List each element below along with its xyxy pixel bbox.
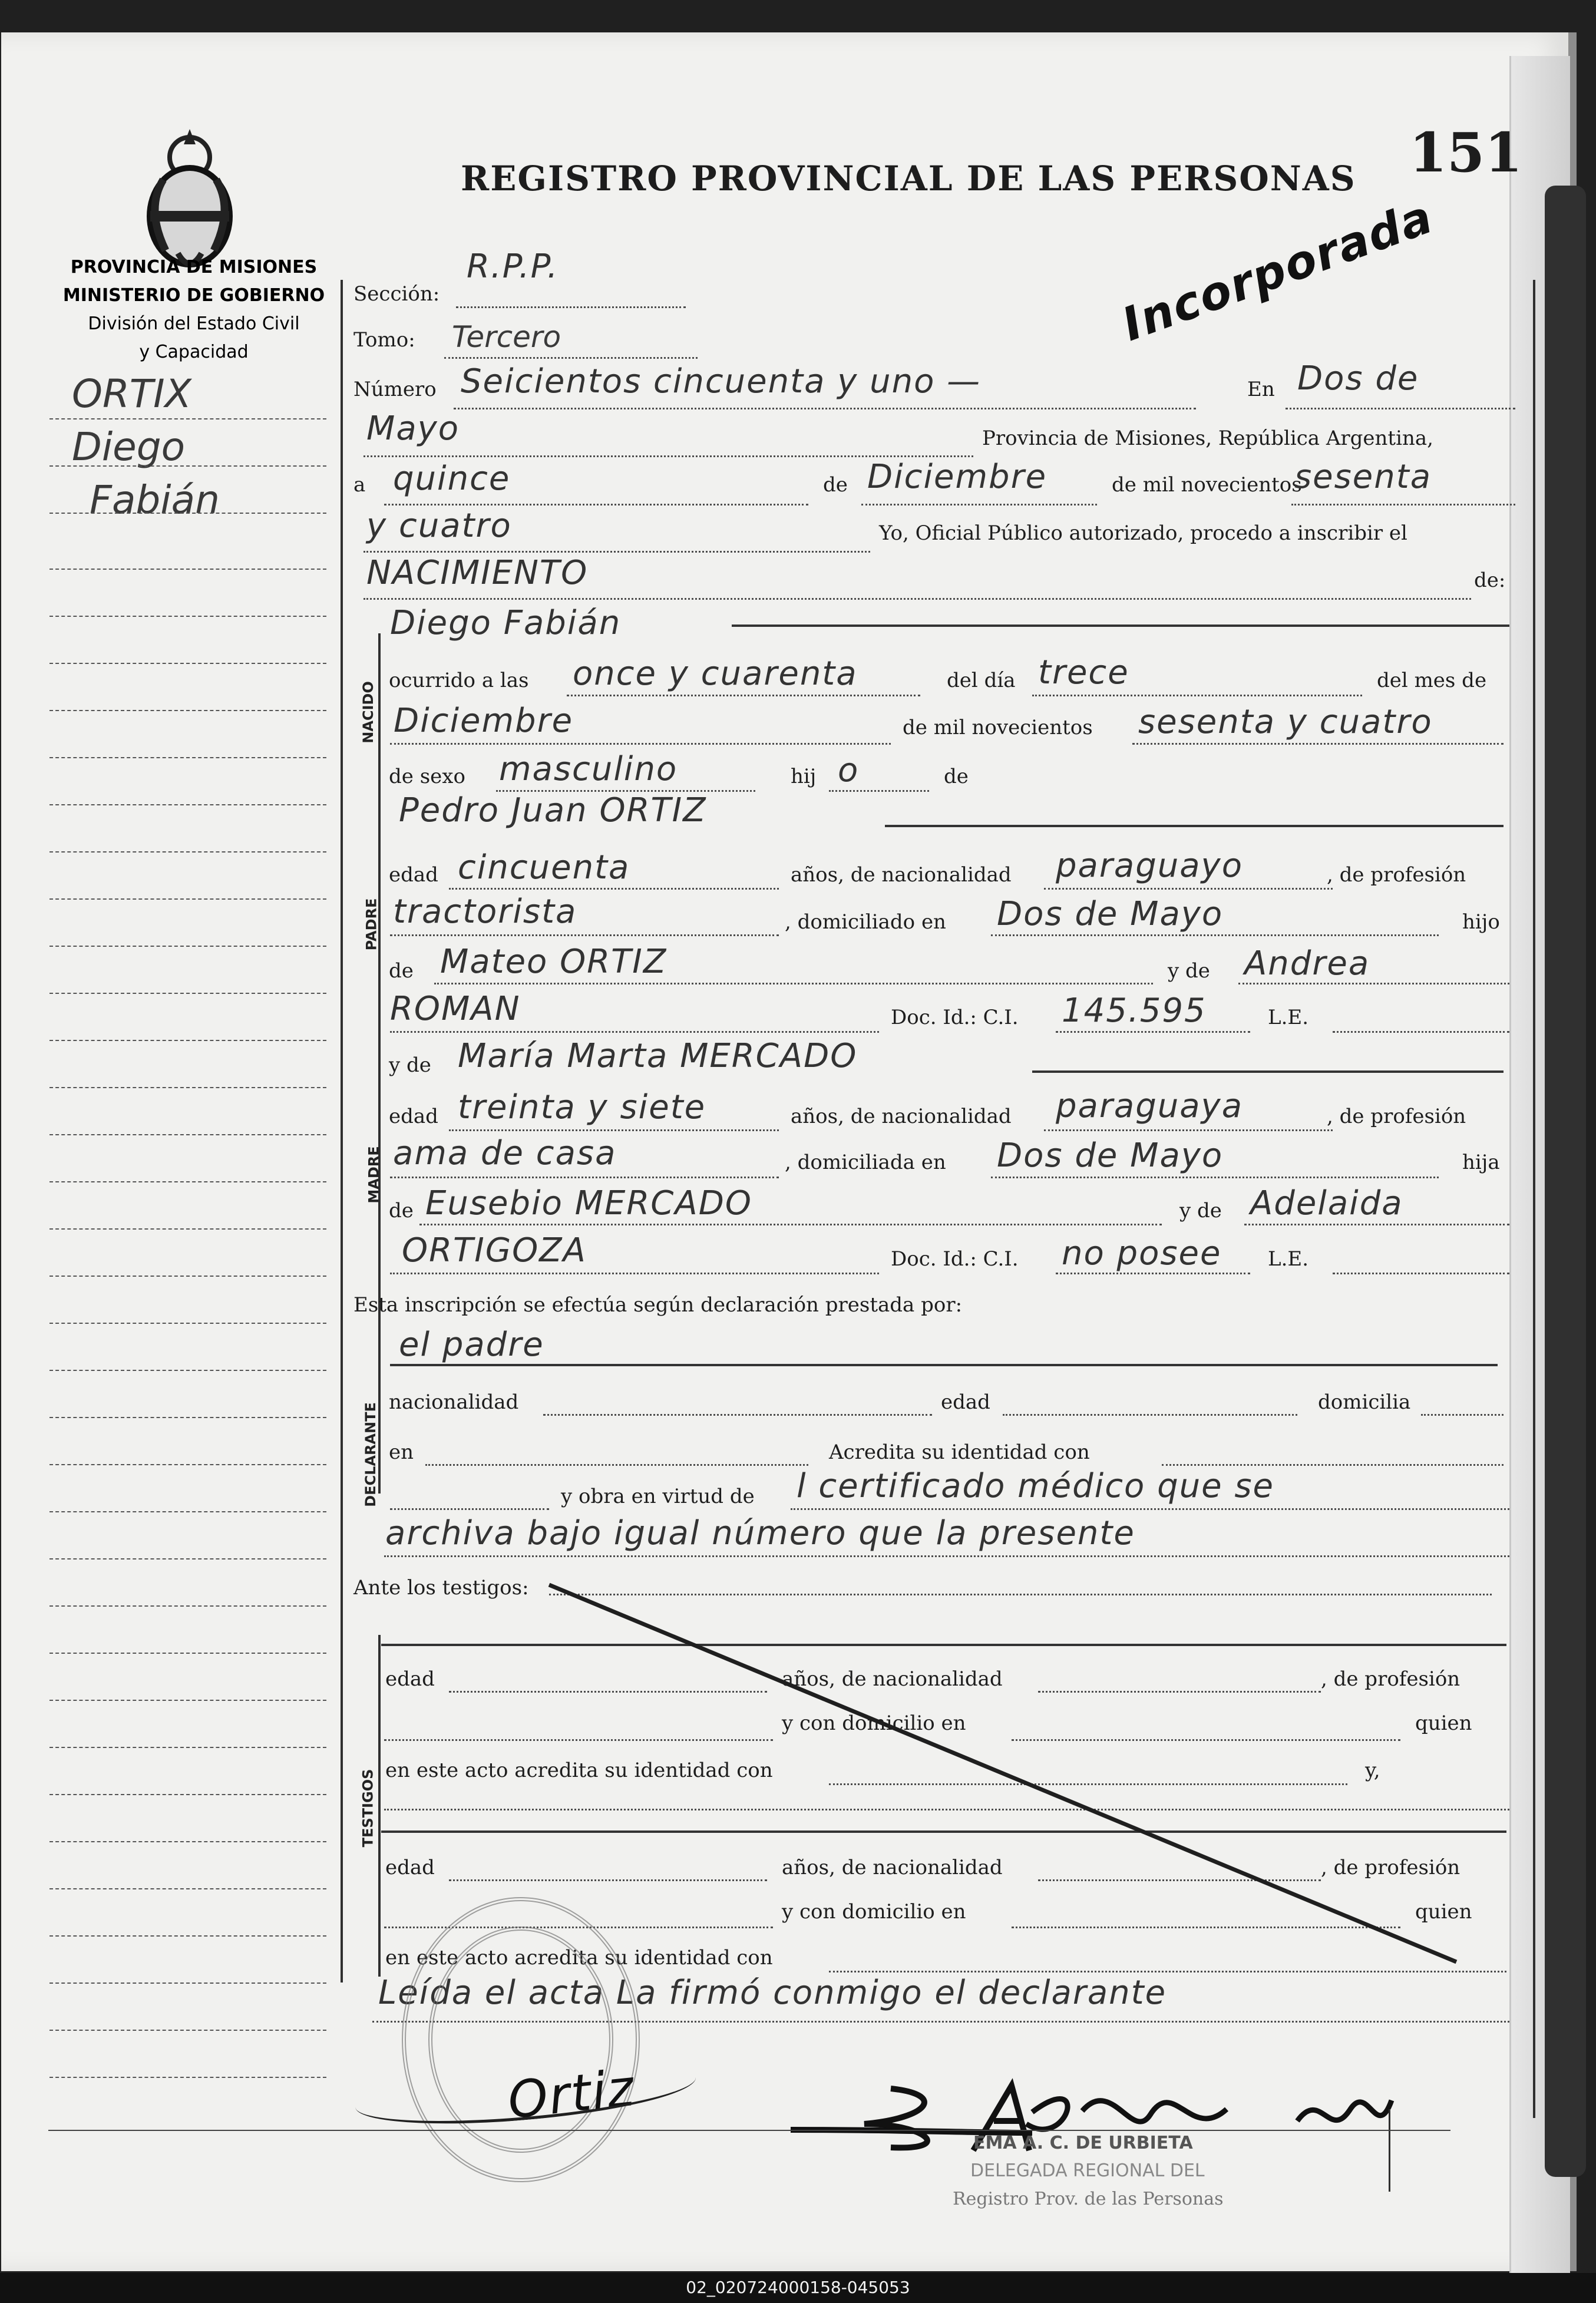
declarant-home-label: domicilia xyxy=(1318,1390,1411,1414)
father-name-line xyxy=(885,825,1504,827)
official-name-stamp: EMA A. C. DE URBIETA xyxy=(973,2133,1193,2153)
volume-line xyxy=(444,357,698,359)
birth-year-label: de mil novecientos xyxy=(903,716,1093,739)
office-line-2: MINISTERIO DE GOBIERNO xyxy=(62,285,325,306)
office-line-1: PROVINCIA DE MISIONES xyxy=(70,257,318,277)
father-age-label: edad xyxy=(389,863,438,887)
declarant-home-en-label: en xyxy=(389,1440,414,1464)
declarant-age-label: edad xyxy=(941,1390,990,1414)
month-line xyxy=(861,504,1097,505)
mother-le-line xyxy=(1333,1273,1509,1274)
page-number: 151 xyxy=(1409,121,1523,184)
left-line xyxy=(49,1370,326,1371)
number-line xyxy=(454,408,1196,409)
father-home-label: , domiciliado en xyxy=(785,910,946,934)
witness-1-who-label: quien xyxy=(1415,1711,1472,1735)
witness-2-nationality-label: años, de nacionalidad xyxy=(782,1856,1003,1879)
time-line xyxy=(567,695,920,696)
child-of-line xyxy=(829,790,929,792)
year-line xyxy=(1291,504,1515,505)
father-le-line xyxy=(1333,1031,1509,1033)
declarant-basis-line-2 xyxy=(384,1555,1509,1557)
section-border xyxy=(378,633,381,1494)
left-line xyxy=(49,1417,326,1418)
cross-out-line xyxy=(537,1561,1468,1974)
mother-section-label: MADRE xyxy=(365,1146,382,1204)
left-middlename: Fabián xyxy=(90,477,220,523)
year-value-2: y cuatro xyxy=(366,507,512,545)
birth-day-label: del día xyxy=(947,669,1016,692)
mother-nationality-line xyxy=(1044,1129,1333,1131)
section-line xyxy=(456,306,686,308)
official-title-stamp: DELEGADA REGIONAL DEL xyxy=(970,2160,1205,2181)
mother-profession-label: , de profesión xyxy=(1327,1105,1466,1128)
left-line xyxy=(49,513,326,514)
mother-job-value: ama de casa xyxy=(393,1134,617,1172)
mother-parent-2b-value: ORTIGOZA xyxy=(402,1231,587,1270)
witness-1-home-label: y con domicilio en xyxy=(782,1711,966,1735)
father-nationality-value: paraguayo xyxy=(1056,847,1243,885)
witness-2-profession-label: , de profesión xyxy=(1321,1856,1460,1879)
left-line xyxy=(49,804,326,805)
birth-year-value: sesenta y cuatro xyxy=(1138,703,1433,741)
book-binding xyxy=(1545,186,1586,2177)
father-doc-label: Doc. Id.: C.I. xyxy=(891,1006,1019,1029)
mother-name-value: María Marta MERCADO xyxy=(458,1037,858,1075)
left-line xyxy=(49,418,326,419)
father-name-value: Pedro Juan ORTIZ xyxy=(399,791,707,830)
child-name-line xyxy=(732,625,1509,627)
child-of-suffix: o xyxy=(838,751,860,789)
father-age-line xyxy=(449,888,779,890)
left-line xyxy=(49,1040,326,1041)
declarant-basis-prefix-line xyxy=(390,1508,549,1510)
place-line xyxy=(1286,408,1515,409)
sex-value: masculino xyxy=(499,750,678,788)
number-label: Número xyxy=(353,378,437,401)
born-section-label: NACIDO xyxy=(359,681,376,744)
father-le-label: L.E. xyxy=(1268,1006,1309,1029)
signature-mark xyxy=(1389,2109,1390,2192)
mother-parent-2-value: Adelaida xyxy=(1250,1184,1403,1222)
mother-parent-1-value: Eusebio MERCADO xyxy=(425,1184,752,1222)
left-line xyxy=(49,2030,326,2031)
place-value-2: Mayo xyxy=(366,409,460,448)
father-parent-2-line xyxy=(1238,983,1509,984)
main-border-left xyxy=(341,280,343,1983)
register-title: REGISTRO PROVINCIAL DE LAS PERSONAS xyxy=(461,158,1356,199)
number-value: Seicientos cincuenta y uno — xyxy=(461,362,982,401)
left-line xyxy=(49,1888,326,1889)
father-parent-and-label: y de xyxy=(1168,959,1210,983)
left-line xyxy=(49,993,326,994)
witness-1-profession-label: , de profesión xyxy=(1321,1667,1460,1691)
witness-1-age-label: edad xyxy=(385,1667,435,1691)
incorporated-note: Incorporada xyxy=(1115,190,1440,352)
mother-parent-label: de xyxy=(389,1199,414,1222)
mother-nationality-label: años, de nacionalidad xyxy=(791,1105,1012,1128)
witness-2-age-label: edad xyxy=(385,1856,435,1879)
left-line xyxy=(49,1511,326,1512)
left-line xyxy=(49,1935,326,1937)
place-label: En xyxy=(1247,378,1275,401)
left-line xyxy=(49,757,326,758)
witness-2-home-label: y con domicilio en xyxy=(782,1900,966,1924)
declarant-basis-value-2: archiva bajo igual número que la presente xyxy=(385,1514,1135,1552)
father-age-value: cincuenta xyxy=(458,848,630,887)
left-line xyxy=(49,710,326,711)
witness-2-who-label: quien xyxy=(1415,1900,1472,1924)
closing-text-value: Leída el acta La firmó conmigo el declarante xyxy=(378,1974,1167,2012)
parent-de-label: de xyxy=(944,765,969,788)
witness-1-nationality-label: años, de nacionalidad xyxy=(782,1667,1003,1691)
mother-daughter-label: hija xyxy=(1462,1151,1500,1174)
left-line xyxy=(49,1276,326,1277)
left-line xyxy=(49,1323,326,1324)
left-line xyxy=(49,1841,326,1842)
mother-home-value: Dos de Mayo xyxy=(997,1136,1224,1175)
father-profession-label: , de profesión xyxy=(1327,863,1466,887)
scan-filename: 02_020724000158-045053 xyxy=(686,2278,910,2297)
mother-le-label: L.E. xyxy=(1268,1247,1309,1271)
day-label: a xyxy=(353,473,366,497)
mother-age-label: edad xyxy=(389,1105,438,1128)
mother-name-line xyxy=(1032,1070,1504,1073)
province-label: Provincia de Misiones, República Argentina, xyxy=(982,427,1433,450)
left-line xyxy=(49,1794,326,1795)
left-line xyxy=(49,616,326,617)
left-line xyxy=(49,1983,326,1984)
left-surname: ORTIX xyxy=(72,371,191,417)
father-job-value: tractorista xyxy=(393,893,577,931)
witnesses-border xyxy=(378,1635,381,1977)
father-parent-2-value: Andrea xyxy=(1244,944,1370,983)
act-suffix: de: xyxy=(1474,569,1506,592)
declarant-section-label: DECLARANTE xyxy=(362,1402,379,1507)
father-home-value: Dos de Mayo xyxy=(997,895,1224,933)
mother-home-label: , domiciliada en xyxy=(785,1151,946,1174)
office-line-3: División del Estado Civil xyxy=(88,313,300,334)
declarant-signature: Ortiz xyxy=(505,2058,638,2131)
father-son-label: hijo xyxy=(1462,910,1500,934)
declarant-home-en-line xyxy=(425,1464,808,1466)
father-doc-line xyxy=(1056,1031,1250,1033)
bottom-line xyxy=(48,2130,1450,2131)
mother-parent-2b-line xyxy=(390,1273,879,1274)
office-line-4: y Capacidad xyxy=(139,342,249,362)
father-nationality-line xyxy=(1044,888,1333,890)
official-text: Yo, Oficial Público autorizado, procedo a inscribir el xyxy=(879,521,1407,545)
mother-nationality-value: paraguaya xyxy=(1056,1087,1244,1125)
mother-age-line xyxy=(449,1129,779,1131)
section-value: R.P.P. xyxy=(467,247,559,286)
section-label: Sección: xyxy=(353,282,440,306)
left-line xyxy=(49,1747,326,1748)
witness-2-id-label: en este acto acredita su identidad con xyxy=(385,1946,773,1970)
birth-month-value: Diciembre xyxy=(394,702,574,740)
mother-doc-line xyxy=(1056,1273,1250,1274)
father-home-line xyxy=(991,934,1439,936)
declarant-id-line xyxy=(1162,1464,1504,1466)
birth-year-line xyxy=(1132,743,1504,745)
office-heading xyxy=(55,253,332,366)
father-parent-2b-value: ROMAN xyxy=(390,990,521,1028)
father-section-label: PADRE xyxy=(363,898,380,951)
mother-age-value: treinta y siete xyxy=(458,1088,706,1126)
mother-home-line xyxy=(991,1177,1439,1178)
declarant-basis-label: y obra en virtud de xyxy=(561,1485,755,1508)
birth-day-value: trece xyxy=(1038,653,1129,692)
left-line xyxy=(49,1228,326,1230)
left-line xyxy=(49,898,326,900)
declarant-home-line xyxy=(1421,1414,1504,1416)
witnesses-label: Ante los testigos: xyxy=(353,1576,529,1600)
time-value: once y cuarenta xyxy=(573,655,858,693)
mother-parent-and-label: y de xyxy=(1179,1199,1222,1222)
declarant-line xyxy=(390,1364,1498,1366)
month-label: de xyxy=(823,473,848,497)
left-firstname: Diego xyxy=(72,424,186,470)
left-line xyxy=(49,1134,326,1135)
left-line xyxy=(49,465,326,467)
left-line xyxy=(49,851,326,853)
volume-label: Tomo: xyxy=(353,328,415,352)
time-label: ocurrido a las xyxy=(389,669,529,692)
mother-prefix-label: y de xyxy=(389,1053,431,1077)
main-border-right xyxy=(1533,280,1535,2118)
declarant-age-line xyxy=(1003,1414,1297,1416)
day-line xyxy=(384,504,808,505)
sex-label: de sexo xyxy=(389,765,465,788)
declarant-nationality-label: nacionalidad xyxy=(389,1390,519,1414)
declarant-nationality-line xyxy=(543,1414,932,1416)
left-line xyxy=(49,946,326,947)
father-parent-1-line xyxy=(434,983,1153,984)
father-parent-1-value: Mateo ORTIZ xyxy=(440,943,668,981)
mother-doc-value: no posee xyxy=(1062,1234,1222,1273)
volume-value: Tercero xyxy=(452,320,561,354)
left-line xyxy=(49,1181,326,1182)
declarant-id-label: Acredita su identidad con xyxy=(829,1440,1090,1464)
birth-month-line xyxy=(390,743,891,745)
declarant-basis-value-1: l certificado médico que se xyxy=(797,1467,1275,1505)
left-line xyxy=(49,1605,326,1607)
mother-parent-2-line xyxy=(1244,1224,1509,1225)
registry-stamp: Registro Prov. de las Personas xyxy=(953,2189,1224,2209)
father-parent-label: de xyxy=(389,959,414,983)
mother-parent-1-line xyxy=(419,1224,1162,1225)
father-parent-2b-line xyxy=(390,1031,879,1033)
father-job-line xyxy=(390,934,779,936)
place-value-1: Dos de xyxy=(1297,359,1419,398)
child-name-value: Diego Fabián xyxy=(390,604,622,642)
left-line xyxy=(49,1087,326,1088)
left-line xyxy=(49,1558,326,1559)
birth-day-line xyxy=(1032,695,1362,696)
left-line xyxy=(49,1700,326,1701)
left-line xyxy=(49,663,326,664)
child-of-label: hij xyxy=(791,765,817,788)
place-line-2 xyxy=(364,455,973,457)
birth-month-label: del mes de xyxy=(1377,669,1487,692)
left-line xyxy=(49,2077,326,2078)
declaration-label: Esta inscripción se efectúa según declaración prestada por: xyxy=(353,1293,963,1317)
mother-doc-label: Doc. Id.: C.I. xyxy=(891,1247,1019,1271)
witness-1-and-label: y, xyxy=(1365,1759,1380,1782)
left-line xyxy=(49,1653,326,1654)
witnesses-section-label: TESTIGOS xyxy=(359,1769,376,1848)
declarant-value: el padre xyxy=(399,1326,544,1364)
day-value: quince xyxy=(393,460,511,498)
left-line xyxy=(49,569,326,570)
year-label: de mil novecientos xyxy=(1112,473,1302,497)
mother-job-line xyxy=(390,1177,779,1178)
year-value-1: sesenta xyxy=(1294,458,1432,496)
left-line xyxy=(49,1464,326,1465)
register-page xyxy=(1,32,1577,2271)
act-line xyxy=(364,598,1471,600)
witness-1-id-label: en este acto acredita su identidad con xyxy=(385,1759,773,1782)
month-value: Diciembre xyxy=(867,458,1048,496)
declarant-basis-line xyxy=(791,1508,1509,1510)
father-nationality-label: años, de nacionalidad xyxy=(791,863,1012,887)
year-line-2 xyxy=(364,551,870,553)
father-doc-value: 145.595 xyxy=(1062,992,1207,1030)
act-value: NACIMIENTO xyxy=(366,554,589,592)
